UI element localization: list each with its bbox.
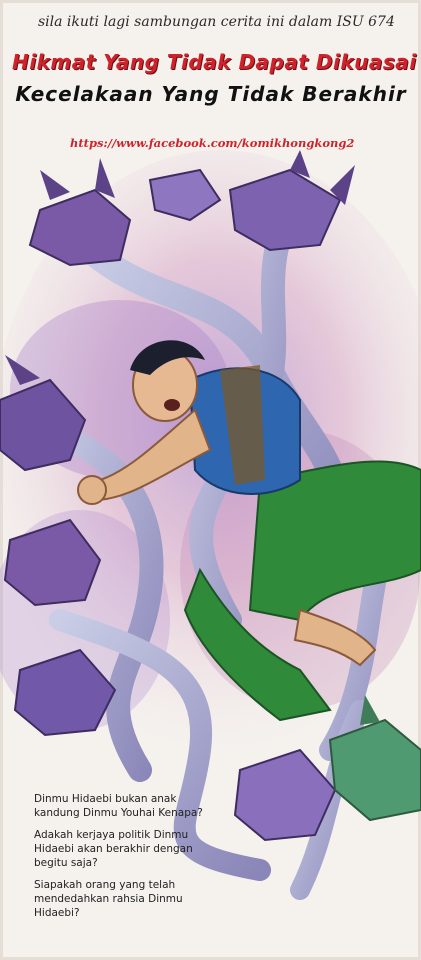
facebook-link[interactable]: https://www.facebook.com/komikhongkong2: [70, 136, 355, 150]
continuation-note: sila ikuti lagi sambungan cerita ini dalam ISU 674: [38, 14, 395, 30]
teaser-question: Siapakah orang yang telah mendedahkan rahsia Dinmu Hidaebi?: [34, 879, 183, 919]
teaser-question: Dinmu Hidaebi bukan anak kandung Dinmu Youhai Kenapa?: [34, 793, 203, 819]
dragon-head: [30, 158, 130, 265]
story-subtitle: Kecelakaan Yang Tidak Berakhir: [15, 82, 407, 106]
teaser-question: Adakah kerjaya politik Dinmu Hidaebi akan berakhir dengan begitu saja?: [34, 829, 193, 869]
teaser-questions: [34, 792, 234, 928]
story-title: Hikmat Yang Tidak Dapat Dikuasai: [12, 50, 417, 74]
